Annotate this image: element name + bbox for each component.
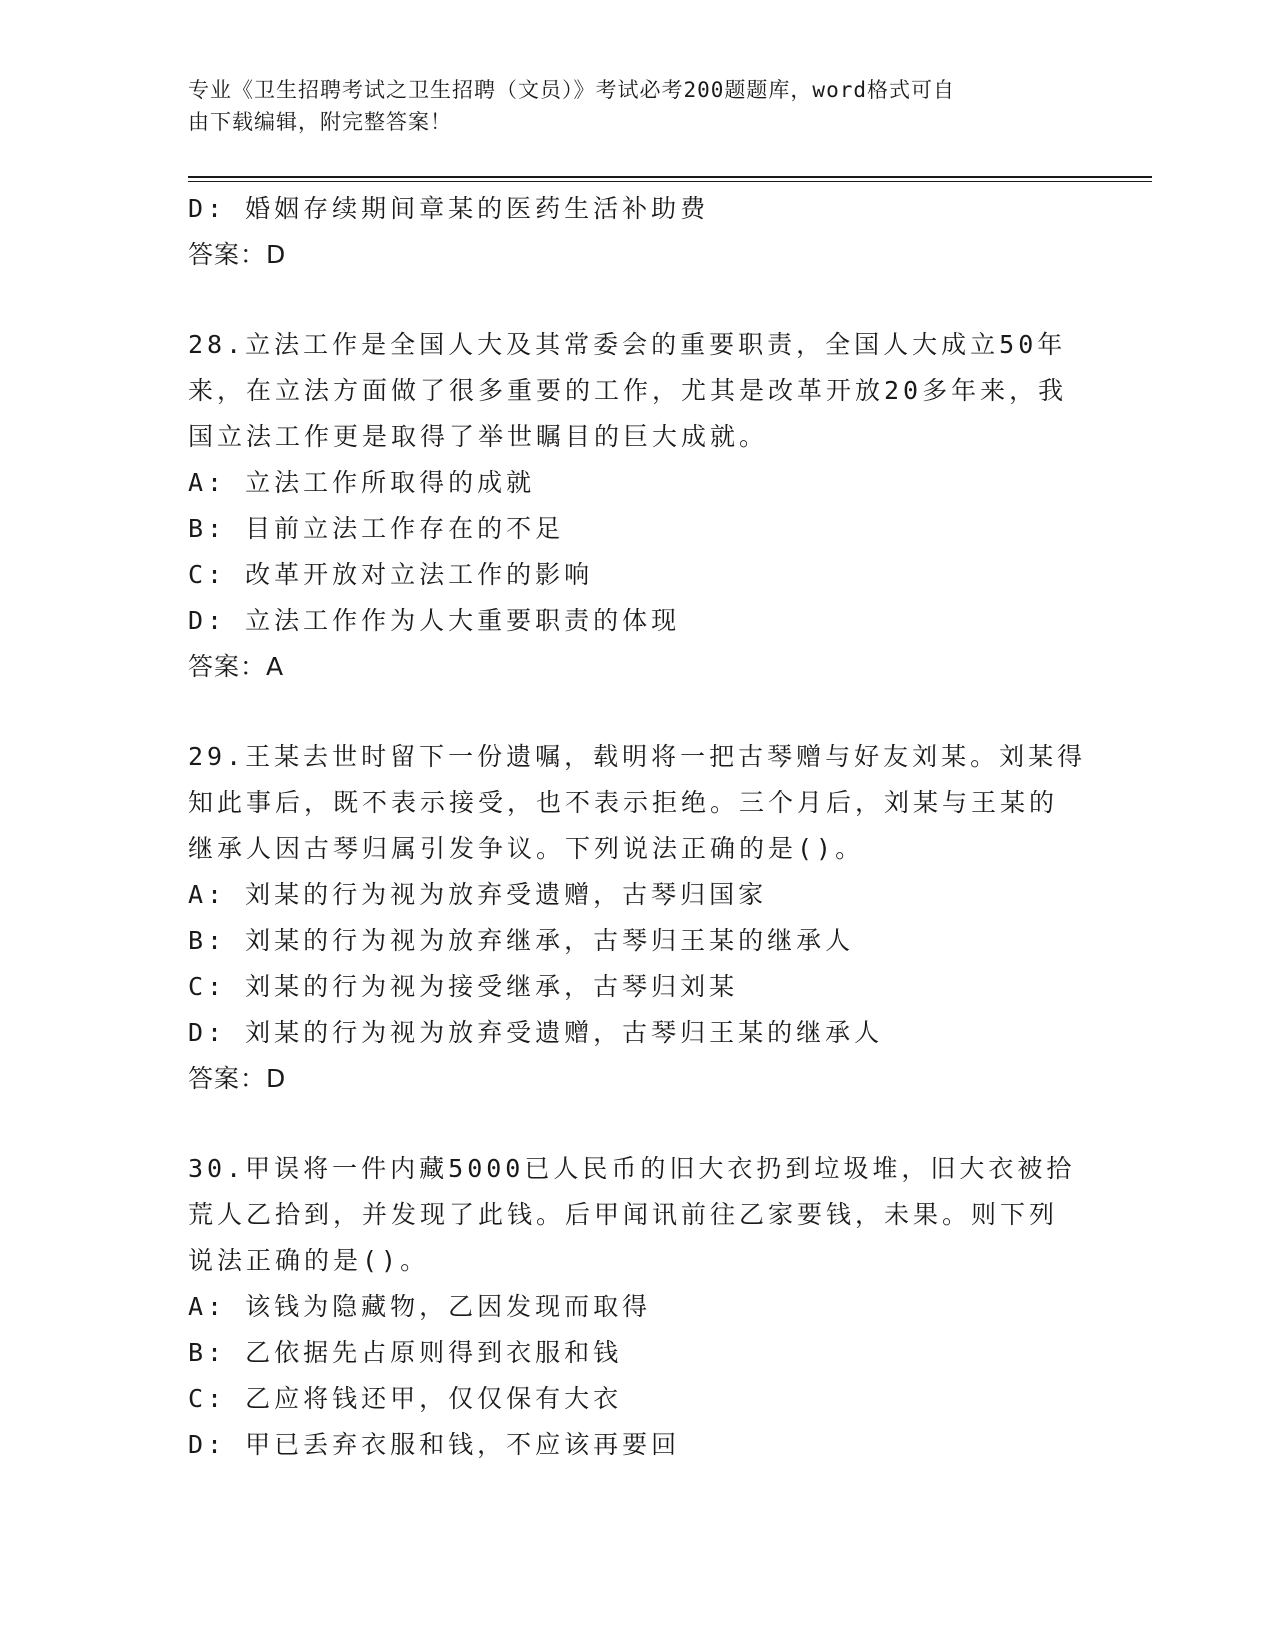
header-divider-thin bbox=[188, 181, 1152, 182]
option-a: A: 立法工作所取得的成就 bbox=[188, 468, 536, 497]
option-a: A: 该钱为隐藏物，乙因发现而取得 bbox=[188, 1292, 652, 1321]
option-b: B: 乙依据先占原则得到衣服和钱 bbox=[188, 1338, 623, 1367]
question-27 bbox=[188, 186, 1088, 278]
answer: 答案：D bbox=[188, 1064, 287, 1093]
answer: 答案：D bbox=[188, 240, 287, 269]
question-stem-line: 30.甲误将一件内藏5000已人民币的旧大衣扔到垃圾堆，旧大衣被拾 bbox=[188, 1154, 1076, 1183]
option-c: C: 刘某的行为视为接受继承，古琴归刘某 bbox=[188, 972, 739, 1001]
question-29 bbox=[188, 734, 1088, 1102]
option-b: B: 刘某的行为视为放弃继承，古琴归王某的继承人 bbox=[188, 926, 855, 955]
spacer bbox=[188, 690, 1088, 734]
option-b: B: 目前立法工作存在的不足 bbox=[188, 514, 565, 543]
spacer bbox=[188, 1102, 1088, 1146]
question-stem-line: 29.王某去世时留下一份遗嘱，载明将一把古琴赠与好友刘某。刘某得 bbox=[188, 742, 1087, 771]
option-c: C: 乙应将钱还甲，仅仅保有大衣 bbox=[188, 1384, 623, 1413]
answer: 答案：A bbox=[188, 652, 285, 681]
page-header bbox=[188, 74, 1068, 138]
question-stem-line: 继承人因古琴归属引发争议。下列说法正确的是()。 bbox=[188, 834, 865, 863]
question-stem-line: 来，在立法方面做了很多重要的工作，尤其是改革开放20多年来，我 bbox=[188, 376, 1068, 405]
option-d: D: 立法工作作为人大重要职责的体现 bbox=[188, 606, 681, 635]
option-d: D: 婚姻存续期间章某的医药生活补助费 bbox=[188, 194, 710, 223]
question-stem-line: 说法正确的是()。 bbox=[188, 1246, 430, 1275]
spacer bbox=[188, 278, 1088, 322]
option-d: D: 刘某的行为视为放弃受遗赠，古琴归王某的继承人 bbox=[188, 1018, 884, 1047]
question-30 bbox=[188, 1146, 1088, 1468]
question-stem-line: 28.立法工作是全国人大及其常委会的重要职责，全国人大成立50年 bbox=[188, 330, 1067, 359]
question-stem-line: 知此事后，既不表示接受，也不表示拒绝。三个月后，刘某与王某的 bbox=[188, 788, 1059, 817]
question-stem-line: 国立法工作更是取得了举世瞩目的巨大成就。 bbox=[188, 422, 769, 451]
option-c: C: 改革开放对立法工作的影响 bbox=[188, 560, 594, 589]
question-28 bbox=[188, 322, 1088, 690]
header-line-1: 专业《卫生招聘考试之卫生招聘（文员）》考试必考200题题库，word格式可自 bbox=[188, 78, 955, 102]
header-line-2: 由下载编辑，附完整答案！ bbox=[188, 110, 452, 134]
option-a: A: 刘某的行为视为放弃受遗赠，古琴归国家 bbox=[188, 880, 768, 909]
question-stem-line: 荒人乙拾到，并发现了此钱。后甲闻讯前往乙家要钱，未果。则下列 bbox=[188, 1200, 1059, 1229]
question-list bbox=[188, 186, 1088, 1468]
header-divider-thick bbox=[188, 176, 1152, 178]
option-d: D: 甲已丢弃衣服和钱，不应该再要回 bbox=[188, 1430, 681, 1459]
